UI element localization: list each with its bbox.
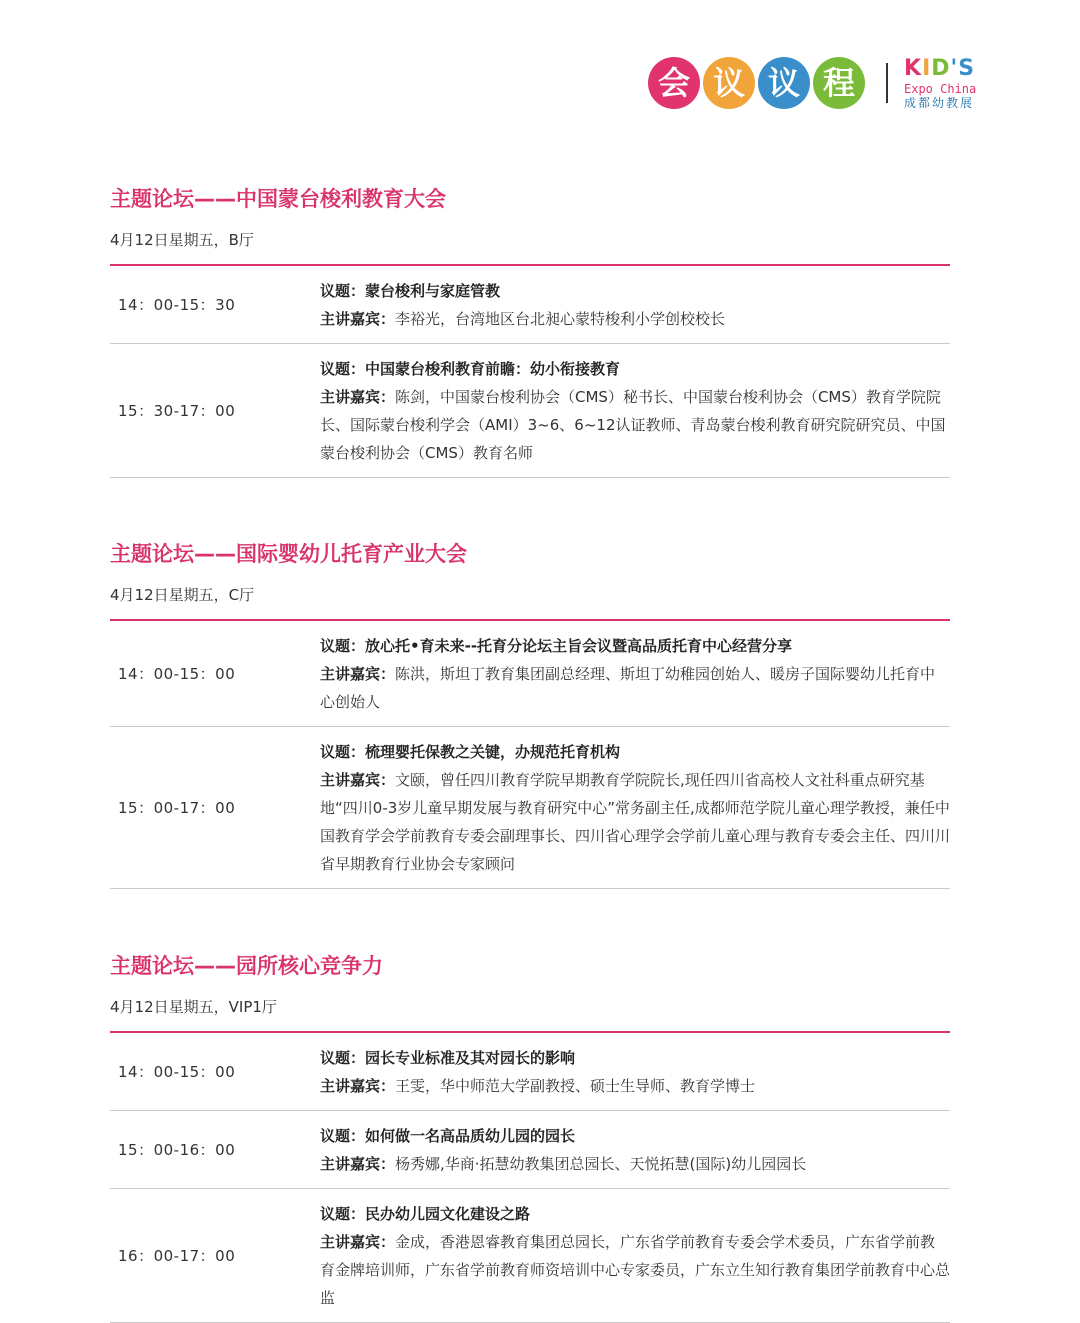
badge-yi-2: 议	[758, 57, 810, 109]
session-speaker-line	[320, 660, 950, 716]
session-topic: 园长专业标准及其对园长的影响	[365, 1049, 576, 1067]
session-topic: 如何做一名高品质幼儿园的园长	[365, 1127, 576, 1145]
logo-letter: S	[958, 55, 976, 81]
speaker-label: 主讲嘉宾：	[320, 1233, 396, 1251]
session-topic-line	[320, 1122, 950, 1150]
session-content	[320, 344, 950, 477]
session-row	[110, 1189, 950, 1323]
session-topic-line	[320, 1044, 950, 1072]
session-speaker: 杨秀娜,华商·拓慧幼教集团总园长、天悦拓慧(国际)幼儿园园长	[395, 1155, 807, 1173]
forum-date-hall: 4月12日星期五，C厅	[110, 586, 255, 604]
topic-label: 议题：	[320, 1205, 366, 1223]
session-speaker-line	[320, 1228, 950, 1312]
badge-hui: 会	[648, 57, 700, 109]
topic-label: 议题：	[320, 360, 366, 378]
session-speaker: 李裕光，台湾地区台北昶心蒙特梭利小学创校校长	[395, 310, 726, 328]
speaker-label: 主讲嘉宾：	[320, 771, 396, 789]
kids-expo-logo	[904, 55, 977, 110]
session-time: 15：00-17：00	[118, 799, 236, 817]
session-row	[110, 727, 950, 889]
session-row	[110, 344, 950, 478]
forum-date-hall: 4月12日星期五，VIP1厅	[110, 998, 277, 1016]
badge-yi-1: 议	[703, 57, 755, 109]
session-content	[320, 1189, 950, 1322]
logo-expo-china: Expo China	[904, 81, 977, 96]
session-topic: 梳理婴托保教之关键，办规范托育机构	[365, 743, 621, 761]
topic-label: 议题：	[320, 1049, 366, 1067]
session-time: 16：00-17：00	[118, 1247, 236, 1265]
forum-title: 主题论坛——国际婴幼儿托育产业大会	[110, 542, 467, 566]
session-content	[320, 727, 950, 888]
session-topic: 民办幼儿园文化建设之路	[365, 1205, 531, 1223]
session-time: 15：30-17：00	[118, 402, 236, 420]
forum-section	[110, 184, 950, 478]
session-topic-line	[320, 355, 950, 383]
session-content	[320, 1111, 950, 1188]
session-topic: 放心托•育未来--托育分论坛主旨会议暨高品质托育中心经营分享	[365, 637, 793, 655]
session-speaker-line	[320, 766, 950, 878]
speaker-label: 主讲嘉宾：	[320, 310, 396, 328]
speaker-label: 主讲嘉宾：	[320, 1077, 396, 1095]
badge-cheng: 程	[813, 57, 865, 109]
topic-label: 议题：	[320, 1127, 366, 1145]
session-content	[320, 621, 950, 726]
header-divider	[886, 63, 888, 103]
session-time: 14：00-15：00	[118, 665, 236, 683]
logo-letter: '	[950, 55, 959, 81]
session-topic: 蒙台梭利与家庭管教	[365, 282, 501, 300]
session-speaker-line	[320, 1072, 950, 1100]
speaker-label: 主讲嘉宾：	[320, 388, 396, 406]
session-time: 14：00-15：30	[118, 296, 236, 314]
forum-title: 主题论坛——园所核心竞争力	[110, 954, 383, 978]
topic-label: 议题：	[320, 637, 366, 655]
session-topic-line	[320, 632, 950, 660]
session-speaker-line	[320, 305, 950, 333]
session-topic: 中国蒙台梭利教育前瞻：幼小衔接教育	[365, 360, 621, 378]
logo-letter: K	[904, 55, 923, 81]
logo-letter: I	[922, 55, 932, 81]
session-row	[110, 266, 950, 344]
session-speaker: 陈洪，斯坦丁教育集团副总经理、斯坦丁幼稚园创始人、暖房子国际婴幼儿托育中心创始人	[320, 665, 936, 711]
session-row	[110, 1033, 950, 1111]
logo-kids-text	[904, 55, 976, 81]
session-speaker-line	[320, 383, 950, 467]
session-content	[320, 266, 950, 343]
session-time: 14：00-15：00	[118, 1063, 236, 1081]
session-content	[320, 1033, 950, 1110]
session-speaker: 陈剑，中国蒙台梭利协会（CMS）秘书长、中国蒙台梭利协会（CMS）教育学院院长、国际蒙台梭利学会（AMI）3~6、6~12认证教师、青岛蒙台梭利教育研究院研究员、中国蒙台梭利协会（CMS）教育名师	[320, 388, 946, 462]
session-speaker: 文颐，曾任四川教育学院早期教育学院院长,现任四川省高校人文社科重点研究基地“四川0-3岁儿童早期发展与教育研究中心”常务副主任,成都师范学院儿童心理学教授，兼任中国教育学会学前教育专委会副理事长、四川省心理学会学前儿童心理与教育专委会主任、四川川省早期教育行业协会专家顾问	[320, 771, 951, 873]
session-row	[110, 621, 950, 727]
agenda-header	[648, 55, 976, 111]
forum-section	[110, 951, 950, 1323]
session-topic-line	[320, 738, 950, 766]
session-speaker: 金成，香港恩睿教育集团总园长，广东省学前教育专委会学术委员，广东省学前教育金牌培训师，广东省学前教育师资培训中心专家委员，广东立生知行教育集团学前教育中心总监	[320, 1233, 951, 1307]
speaker-label: 主讲嘉宾：	[320, 665, 396, 683]
logo-chinese-name: 成都幼教展	[904, 95, 975, 110]
forum-date-hall: 4月12日星期五，B厅	[110, 231, 254, 249]
logo-letter: D	[931, 55, 951, 81]
session-topic-line	[320, 277, 950, 305]
topic-label: 议题：	[320, 743, 366, 761]
session-row	[110, 1111, 950, 1189]
forum-title: 主题论坛——中国蒙台梭利教育大会	[110, 187, 446, 211]
forum-section	[110, 539, 950, 889]
session-time: 15：00-16：00	[118, 1141, 236, 1159]
session-speaker-line	[320, 1150, 950, 1178]
speaker-label: 主讲嘉宾：	[320, 1155, 396, 1173]
session-topic-line	[320, 1200, 950, 1228]
topic-label: 议题：	[320, 282, 366, 300]
session-speaker: 王雯，华中师范大学副教授、硕士生导师、教育学博士	[395, 1077, 756, 1095]
